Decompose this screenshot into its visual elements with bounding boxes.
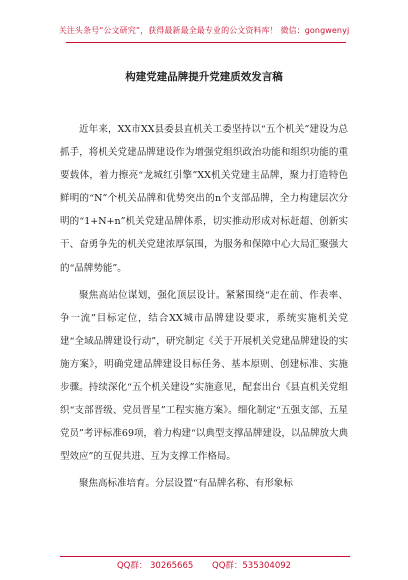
footer-divider [60, 556, 350, 557]
header-banner: 关注头条号“公文研究”，获得最新最全最专业的公文资料库！ 微信：gongwenyj [58, 26, 350, 35]
document-title: 构建党建品牌提升党建质效发言稿 [125, 71, 283, 83]
paragraph-standards: 聚焦高标准培育。分层设置“有品牌名称、有形象标 [79, 478, 293, 490]
paragraph-top-level-design: 聚焦高站位谋划，强化顶层设计。紧紧围绕“走在前、作表率、争一流”目标定位，结合XX城市品牌建设要求，系统实施机关党建“全域品牌建设行动”，研究制定《关于开展机关党建品牌建设的实施方案》，明确党建品牌建设目标任务、基本原则、创建标准、实施步骤。持续深化“五个机关建设”实施意见，配套出台《县直机关党组织“支部晋级、党员晋星”工程实施方案》。细化制定“五强支部、五星党员”考评标准69项，着力构建“以典型支撑品牌建设，以品牌放大典型效应”的互促共进、互为支撑工作格局。 [60, 289, 348, 463]
footer-qq-group-1: QQ群： 30265665 [116, 561, 194, 571]
header-divider [66, 42, 346, 43]
document-body [60, 118, 348, 500]
footer [0, 559, 408, 571]
paragraph-intro: 近年来，XX市XX县委县直机关工委坚持以“五个机关”建设为总抓手，将机关党建品牌建设作为增强党组织政治功能和组织功能的重要载体，着力擦亮“龙城红引擎”XX机关党建主品牌，聚力打造特色鲜明的“N”个机关品牌和优势突出的n个支部品牌，全力构建层次分明的“1+N+n”机关党建品牌体系，切实推动形成对标赶超、创新实干、奋勇争先的机关党建浓厚氛围，为服务和保障中心大局汇聚强大的“品牌势能”。 [60, 124, 348, 274]
footer-qq-group-2: QQ群：535304092 [212, 561, 292, 571]
